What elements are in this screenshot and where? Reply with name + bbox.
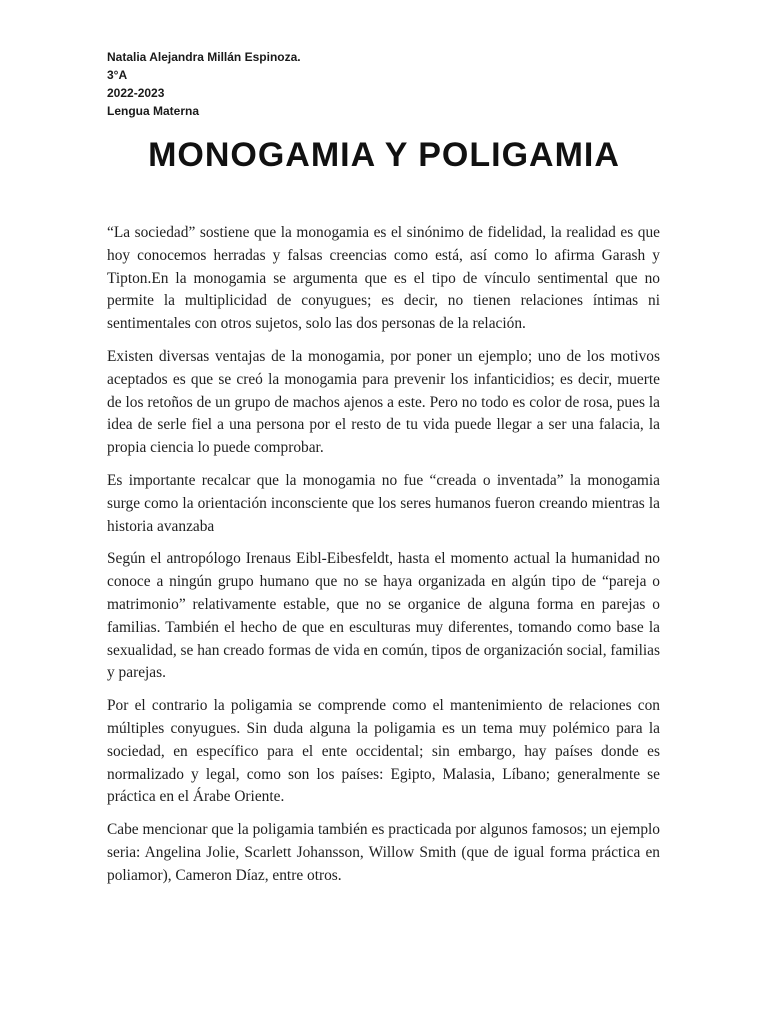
paragraph-3: Es importante recalcar que la monogamia no fue “creada o inventada” la monogamia surge como la orientación inconsciente que los seres humanos fueron creando mientras la historia avanzaba (107, 471, 660, 535)
paragraph-6: Cabe mencionar que la poligamia también es practicada por algunos famosos; un ejemplo seria: Angelina Jolie, Scarlett Johansson, Willow Smith (que de igual forma práctica en poliamor), Cameron Díaz, entre otros. (107, 821, 660, 884)
document-title: MONOGAMIA Y POLIGAMIA (148, 136, 620, 174)
school-year: 2022-2023 (107, 86, 165, 100)
author-name: Natalia Alejandra Millán Espinoza. (107, 50, 301, 64)
paragraph-2: Existen diversas ventajas de la monogamia, por poner un ejemplo; uno de los motivos aceptados es que se creó la monogamia para prevenir los infanticidios; es decir, muerte de los retoños de un grupo de machos ajenos a este. Pero no todo es color de rosa, pues la idea de serle fiel a una persona por el resto de tu vida puede llegar a ser una falacia, la propia ciencia lo puede comprobar. (107, 347, 660, 457)
paragraph-1: “La sociedad” sostiene que la monogamia es el sinónimo de fidelidad, la realidad es que hoy conocemos herradas y falsas creencias como está, así como lo afirma Garash y Tipton.En la monogamia se argumenta que es el tipo de vínculo sentimental que no permite la multiplicidad de conyugues; es decir, no tienen relaciones íntimas ni sentimentales con otros sujetos, solo las dos personas de la relación. (107, 224, 660, 333)
class-group: 3°A (107, 68, 128, 82)
document-body (107, 222, 660, 898)
paragraph-5: Por el contrario la poligamia se comprende como el mantenimiento de relaciones con múltiples conyugues. Sin duda alguna la poligamia es un tema muy polémico para la sociedad, en específico para el ente occidental; sin embargo, hay países donde es normalizado y legal, como son los países: Egipto, Malasia, Líbano; generalmente se práctica en el Árabe Oriente. (107, 697, 660, 806)
subject-name: Lengua Materna (107, 104, 200, 118)
paragraph-4: Según el antropólogo Irenaus Eibl-Eibesfeldt, hasta el momento actual la humanidad no conoce a ningún grupo humano que no se haya organizada en algún tipo de “pareja o matrimonio” relativamente estable, que no se organice de alguna forma en parejas o familias. También el hecho de que en esculturas muy diferentes, tomando como base la sexualidad, se han creado formas de vida en común, tipos de organización social, familias y parejas. (107, 550, 660, 682)
author-info-block (107, 48, 301, 120)
